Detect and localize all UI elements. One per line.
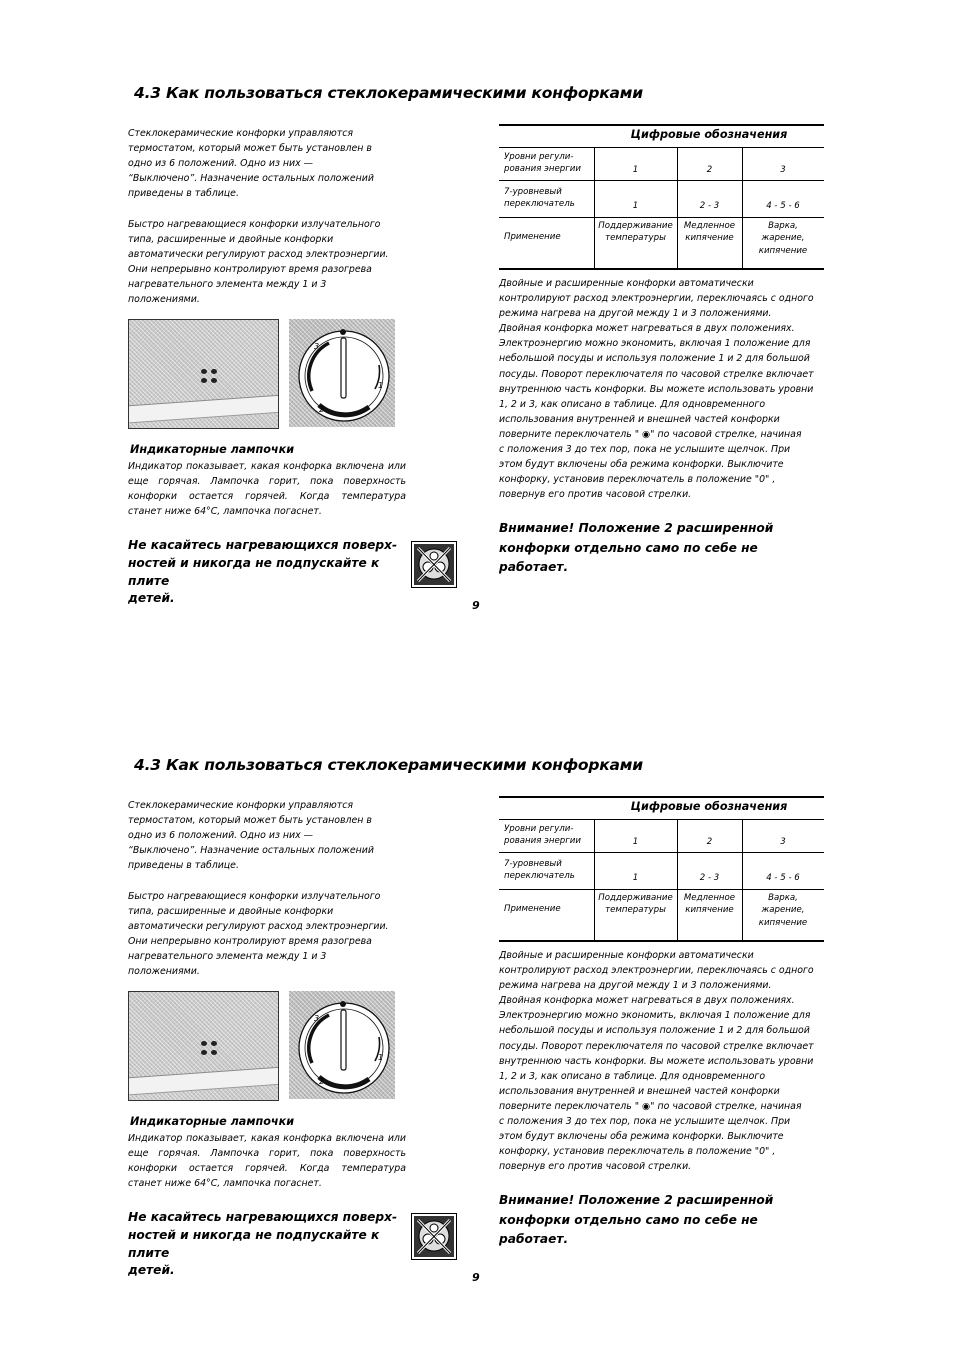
switch-position-3: 4 - 5 - 6 bbox=[766, 873, 800, 883]
knob-mark-1: 1 bbox=[378, 381, 384, 390]
row-label-energy: Уровни регули- рования энергии bbox=[504, 824, 581, 847]
section-title: 4.3 Как пользоваться стеклокерамическими конфорками bbox=[134, 756, 643, 774]
knob-mark-2: 2 bbox=[319, 1077, 325, 1086]
knob-mark-2: 2 bbox=[319, 405, 325, 414]
section-title: 4.3 Как пользоваться стеклокерамическими конфорками bbox=[134, 84, 643, 102]
intro-paragraph-2: Быстро нагревающиеся конфорки излучательного типа, расширенные и двойные конфорки автоматически регулируют расход электроэнергии. Они непрерывно контролируют время разогрева нагревательного элемента между 1 и 3 положениями. bbox=[128, 891, 389, 978]
knob-mark-1: 1 bbox=[378, 1053, 384, 1062]
attention-label: Внимание! bbox=[499, 521, 575, 535]
control-knob-illustration bbox=[289, 991, 395, 1099]
switch-position-2: 2 - 3 bbox=[699, 201, 720, 211]
row-label-energy: Уровни регули- рования энергии bbox=[504, 152, 581, 175]
attention-note: Внимание! Положение 2 расширенной конфорки отдельно само по себе не работает. bbox=[499, 521, 774, 574]
right-paragraph: Двойные и расширенные конфорки автоматически контролируют расход электроэнергии, переключаясь с одного режима нагрева на другой между 1 и 3 положениями. Двойная конфорка может нагреваться в двух положениях. Электроэнергию можно экономить, включая 1 положение для небольшой посуды и используя положение 1 и 2 для большой посуды. Поворот переключателя по часовой стрелке включает внутреннюю часть конфорки. Вы можете использовать уровни 1, 2 и 3, как описано в таблице. Для одновременного использования внутренней и внешней частей конфорки поверните переключатель " ◉" по часовой стрелке, начиная с положения 3 до тех пор, пока не услышите щелчок. При этом будут включены оба режима конфорки. Выключите конфорку, установив переключатель в положение "0" , повернув его против часовой стрелки. bbox=[499, 950, 814, 1173]
energy-level-2: 2 bbox=[706, 837, 713, 847]
knob-mark-3: 3 bbox=[314, 342, 320, 351]
energy-level-3: 3 bbox=[780, 165, 786, 175]
application-1: Поддерживание температуры bbox=[598, 893, 673, 916]
no-children-warning-icon bbox=[411, 1213, 457, 1260]
page-number: 9 bbox=[472, 1271, 480, 1284]
hob-edge bbox=[128, 1066, 279, 1095]
intro-paragraph-2: Быстро нагревающиеся конфорки излучательного типа, расширенные и двойные конфорки автоматически регулируют расход электроэнергии. Они непрерывно контролируют время разогрева нагревательного элемента между 1 и 3 положениями. bbox=[128, 219, 389, 306]
warning-left: Не касайтесь нагревающихся поверх- ностей и никогда не подпускайте к плите детей. bbox=[128, 538, 398, 606]
energy-level-2: 2 bbox=[706, 165, 713, 175]
switch-position-2: 2 - 3 bbox=[699, 873, 720, 883]
indicator-heading: Индикаторные лампочки bbox=[130, 1115, 295, 1128]
energy-level-1: 1 bbox=[632, 837, 639, 847]
application-3: Варка, жарение, кипячение bbox=[758, 221, 808, 256]
row-label-switch: 7-уровневый переключатель bbox=[504, 187, 575, 210]
switch-position-3: 4 - 5 - 6 bbox=[766, 201, 800, 211]
energy-level-3: 3 bbox=[780, 837, 786, 847]
switch-position-1: 1 bbox=[632, 201, 639, 211]
hob-indicator-illustration bbox=[128, 319, 279, 429]
right-paragraph: Двойные и расширенные конфорки автоматически контролируют расход электроэнергии, переключаясь с одного режима нагрева на другой между 1 и 3 положениями. Двойная конфорка может нагреваться в двух положениях. Электроэнергию можно экономить, включая 1 положение для небольшой посуды и используя положение 1 и 2 для большой посуды. Поворот переключателя по часовой стрелке включает внутреннюю часть конфорки. Вы можете использовать уровни 1, 2 и 3, как описано в таблице. Для одновременного использования внутренней и внешней частей конфорки поверните переключатель " ◉" по часовой стрелке, начиная с положения 3 до тех пор, пока не услышите щелчок. При этом будут включены оба режима конфорки. Выключите конфорку, установив переключатель в положение "0" , повернув его против часовой стрелки. bbox=[499, 278, 814, 501]
intro-paragraph-1: Стеклокерамические конфорки управляются термостатом, который может быть установлен в одно из 6 положений. Одно из них — “Выключено”. Назначение остальных положений приведены в таблице. bbox=[128, 800, 374, 872]
application-1: Поддерживание температуры bbox=[598, 221, 673, 244]
row-label-use: Применение bbox=[504, 232, 561, 242]
attention-note: Внимание! Положение 2 расширенной конфорки отдельно само по себе не работает. bbox=[499, 1193, 774, 1246]
application-2: Медленное кипячение bbox=[683, 221, 736, 244]
warning-left: Не касайтесь нагревающихся поверх- ностей и никогда не подпускайте к плите детей. bbox=[128, 1210, 398, 1278]
control-knob-illustration bbox=[289, 319, 395, 427]
table-header: Цифровые обозначения bbox=[630, 128, 788, 141]
indicator-text: Индикатор показывает, какая конфорка включена или еще горячая. Лампочка горит, пока поверхность конфорки остается горячей. Когда температура станет ниже 64°C, лампочка погаснет. bbox=[128, 461, 406, 518]
table-header: Цифровые обозначения bbox=[630, 800, 788, 813]
energy-level-1: 1 bbox=[632, 165, 639, 175]
row-label-use: Применение bbox=[504, 904, 561, 914]
hob-edge bbox=[128, 394, 279, 423]
hob-indicator-illustration bbox=[128, 991, 279, 1101]
no-children-warning-icon bbox=[411, 541, 457, 588]
application-2: Медленное кипячение bbox=[683, 893, 736, 916]
indicator-text: Индикатор показывает, какая конфорка включена или еще горячая. Лампочка горит, пока поверхность конфорки остается горячей. Когда температура станет ниже 64°C, лампочка погаснет. bbox=[128, 1133, 406, 1190]
page-number: 9 bbox=[472, 599, 480, 612]
digital-designations-table bbox=[499, 796, 824, 941]
switch-position-1: 1 bbox=[632, 873, 639, 883]
application-3: Варка, жарение, кипячение bbox=[758, 893, 808, 928]
indicator-heading: Индикаторные лампочки bbox=[130, 443, 295, 456]
row-label-switch: 7-уровневый переключатель bbox=[504, 859, 575, 882]
digital-designations-table bbox=[499, 124, 824, 269]
knob-mark-3: 3 bbox=[314, 1014, 320, 1023]
attention-label: Внимание! bbox=[499, 1193, 575, 1207]
manual-page-bottom bbox=[0, 672, 954, 1347]
intro-paragraph-1: Стеклокерамические конфорки управляются термостатом, который может быть установлен в одно из 6 положений. Одно из них — “Выключено”. Назначение остальных положений приведены в таблице. bbox=[128, 128, 374, 200]
